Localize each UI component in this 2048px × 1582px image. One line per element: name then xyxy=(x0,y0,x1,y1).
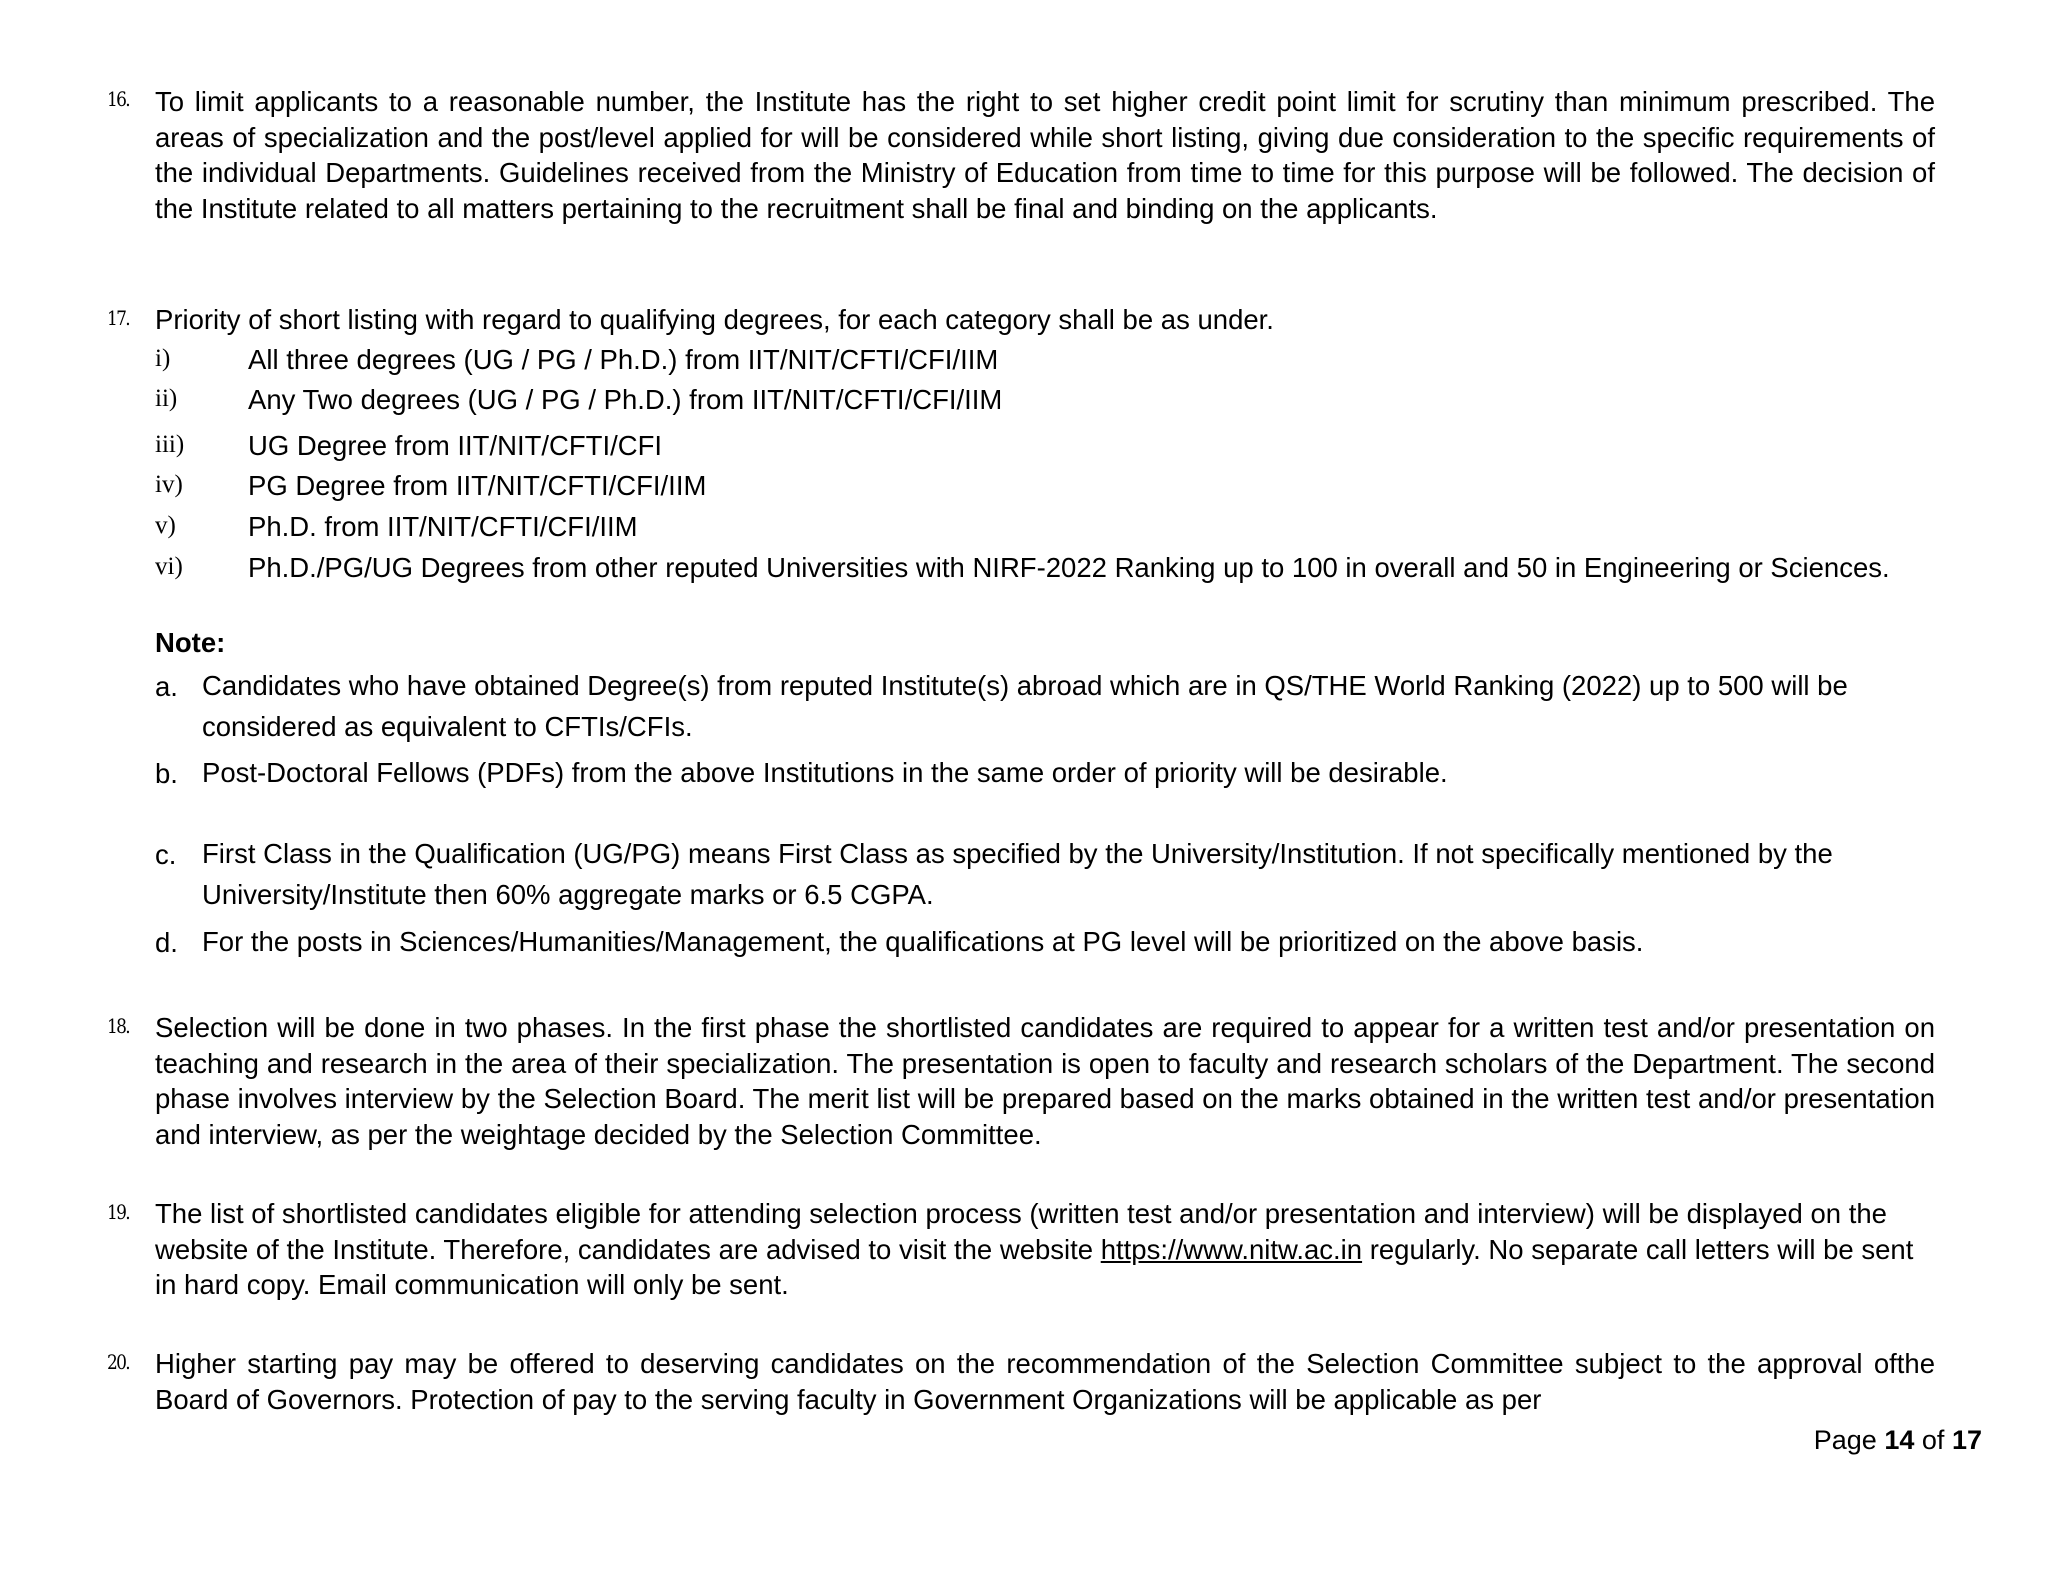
item-number: 16. xyxy=(107,87,129,111)
note-marker: c. xyxy=(155,839,177,870)
footer-total-pages: 17 xyxy=(1951,1425,1982,1455)
item-number: 17. xyxy=(107,306,129,330)
item-number: 19. xyxy=(107,1200,129,1224)
sub-item-text: UG Degree from IIT/NIT/CFTI/CFI xyxy=(248,430,663,461)
sub-item-marker: i) xyxy=(155,345,171,372)
sub-item-text: Ph.D. from IIT/NIT/CFTI/CFI/IIM xyxy=(248,511,638,542)
sub-item-text: All three degrees (UG / PG / Ph.D.) from IIT/NIT/CFTI/CFI/IIM xyxy=(248,344,999,375)
item-19-text xyxy=(155,1196,1935,1303)
note-text: Candidates who have obtained Degree(s) from reputed Institute(s) abroad which are in QS/THE World Ranking (2022) up to 500 will be considered as equivalent to CFTIs/CFIs. xyxy=(202,670,1848,742)
sub-item-text: Ph.D./PG/UG Degrees from other reputed Universities with NIRF-2022 Ranking up to 100 in overall and 50 in Engineering or Sciences. xyxy=(248,552,1890,583)
sub-item-text: Any Two degrees (UG / PG / Ph.D.) from IIT/NIT/CFTI/CFI/IIM xyxy=(248,384,1003,415)
sub-item-marker: iii) xyxy=(155,431,185,458)
footer-page-word: Page xyxy=(1813,1425,1877,1455)
sub-item-marker: v) xyxy=(155,512,176,539)
item-16-text: To limit applicants to a reasonable number, the Institute has the right to set higher credit point limit for scrutiny than minimum prescribed. The areas of specialization and the post/level applied for will be considered while short listing, giving due consideration to the specific requirements of the individual Departments. Guidelines received from the Ministry of Education from time to time for this purpose will be followed. The decision of the Institute related to all matters pertaining to the recruitment shall be final and binding on the applicants. xyxy=(155,86,1935,224)
item-number: 18. xyxy=(107,1014,129,1038)
note-text: For the posts in Sciences/Humanities/Management, the qualifications at PG level will be prioritized on the above basis. xyxy=(202,926,1644,957)
footer-current-page: 14 xyxy=(1884,1425,1915,1455)
website-link[interactable]: https://www.nitw.ac.in xyxy=(1100,1233,1363,1265)
note-text: Post-Doctoral Fellows (PDFs) from the above Institutions in the same order of priority will be desirable. xyxy=(202,757,1448,788)
sub-item-marker: ii) xyxy=(155,385,178,412)
item-17-text: Priority of short listing with regard to qualifying degrees, for each category shall be as under. xyxy=(155,304,1274,335)
page-footer xyxy=(1814,1425,1982,1456)
note-marker: a. xyxy=(155,671,178,702)
item-number: 20. xyxy=(107,1350,129,1374)
footer-of-word: of xyxy=(1921,1425,1945,1455)
note-marker: b. xyxy=(155,758,178,789)
note-text: First Class in the Qualification (UG/PG) means First Class as specified by the University/Institution. If not specifically mentioned by the University/Institute then 60% aggregate marks or 6.5 CGPA. xyxy=(202,838,1833,910)
item-19-text-before: The list of shortlisted candidates eligible for attending selection process (written test and/or presentation and interview) will be displayed on the website of the Institute. Therefore, candidates are advised to visit the website xyxy=(155,1198,1887,1265)
note-marker: d. xyxy=(155,927,178,958)
item-18-text: Selection will be done in two phases. In the first phase the shortlisted candidates are required to appear for a written test and/or presentation on teaching and research in the area of their specialization. The presentation is open to faculty and research scholars of the Department. The second phase involves interview by the Selection Board. The merit list will be prepared based on the marks obtained in the written test and/or presentation and interview, as per the weightage decided by the Selection Committee. xyxy=(155,1012,1935,1150)
note-label: Note: xyxy=(155,627,226,658)
item-20-text: Higher starting pay may be offered to deserving candidates on the recommendation of the Selection Committee subject to the approval ofthe Board of Governors. Protection of pay to the serving faculty in Government Organizations will be applicable as per xyxy=(155,1348,1935,1415)
sub-item-marker: vi) xyxy=(155,553,183,580)
item-19-text-after: regularly. No separate call letters will be sent in hard copy. Email communication will only be sent. xyxy=(155,1233,1914,1300)
sub-item-marker: iv) xyxy=(155,471,183,498)
sub-item-text: PG Degree from IIT/NIT/CFTI/CFI/IIM xyxy=(248,470,707,501)
